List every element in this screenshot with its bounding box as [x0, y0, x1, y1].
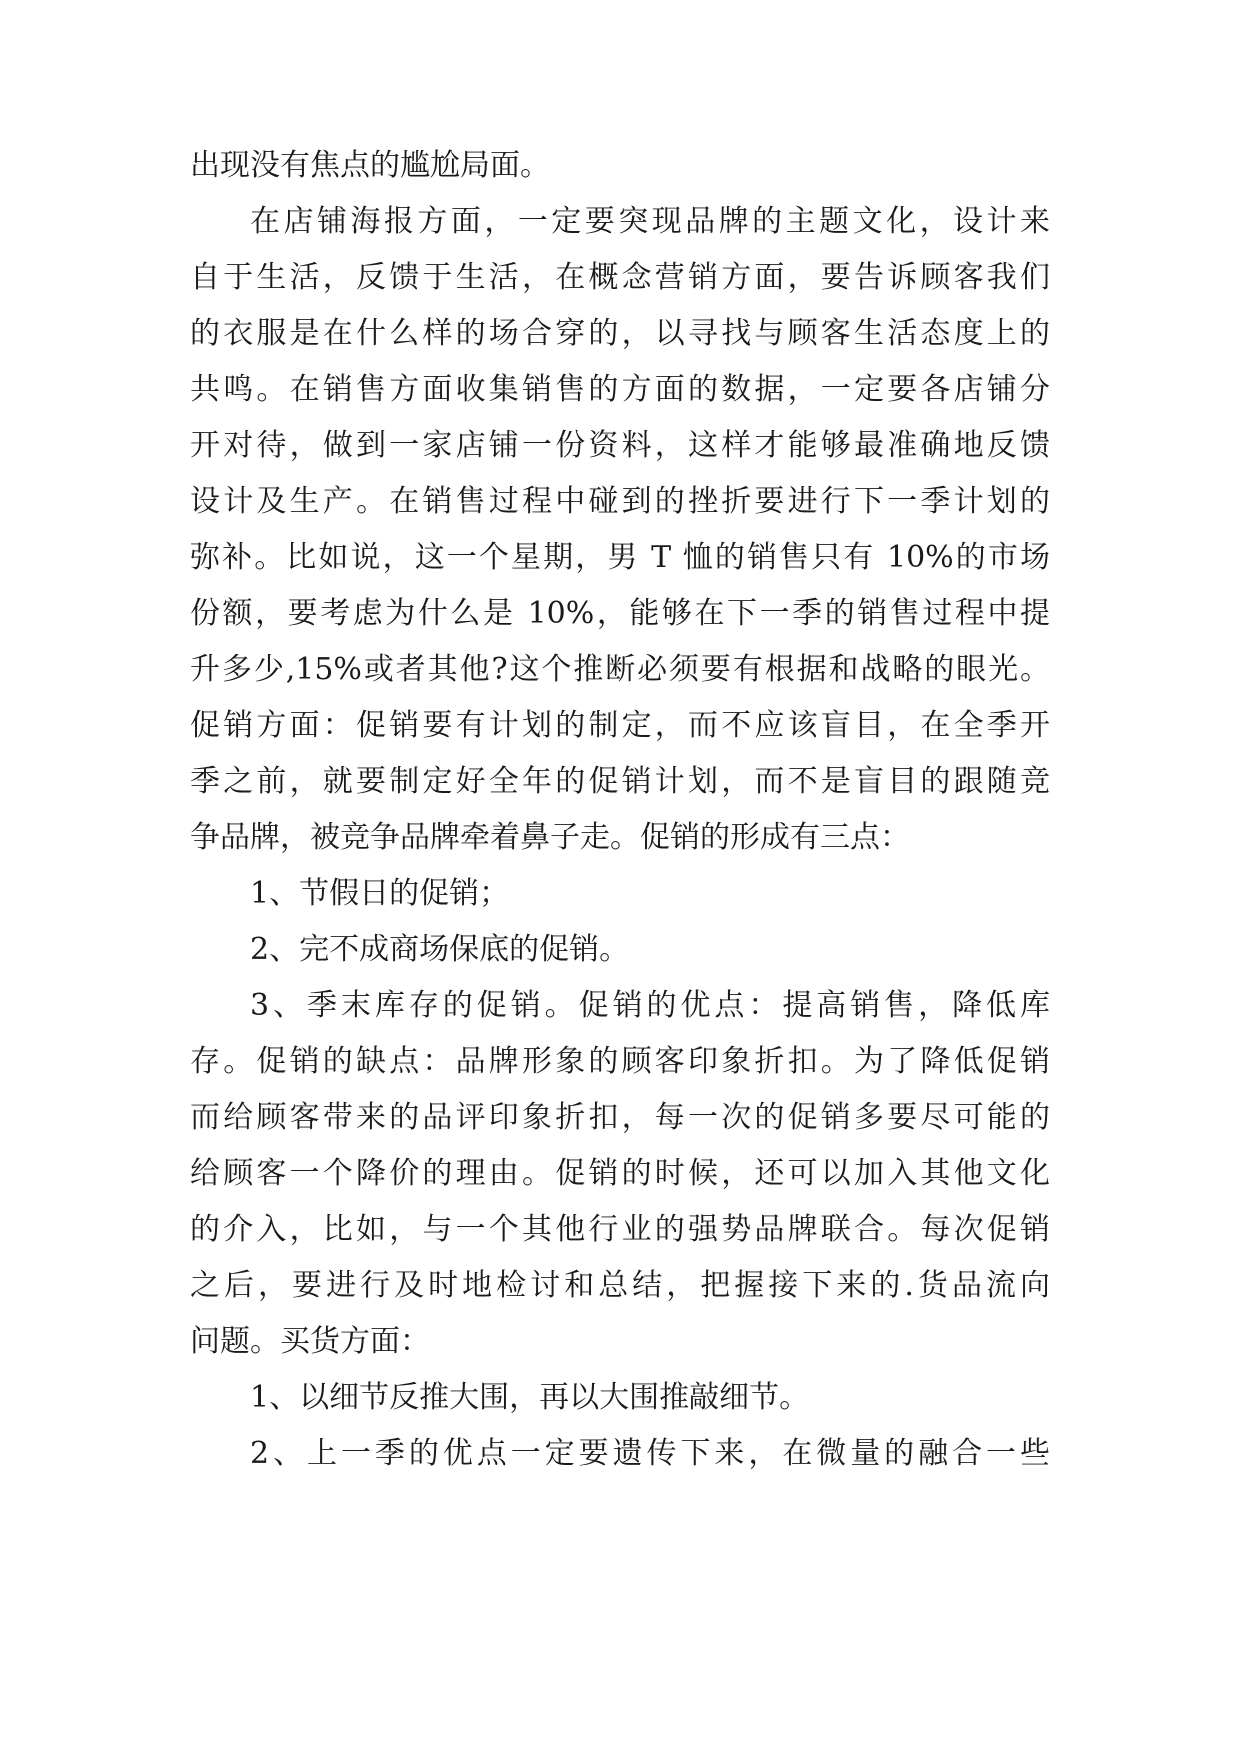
text-line: 弥补。比如说，这一个星期，男 T 恤的销售只有 10%的市场: [190, 540, 1050, 575]
text-line: 份额，要考虑为什么是 10%，能够在下一季的销售过程中提: [190, 596, 1050, 631]
text-line: 共鸣。在销售方面收集销售的方面的数据，一定要各店铺分: [190, 372, 1050, 407]
list-item: 2、上一季的优点一定要遗传下来，在微量的融合一些: [250, 1436, 1050, 1471]
text-line: 给顾客一个降价的理由。促销的时候，还可以加入其他文化: [190, 1156, 1050, 1191]
text-line: 自于生活，反馈于生活，在概念营销方面，要告诉顾客我们: [190, 260, 1050, 295]
text-line: 季之前，就要制定好全年的促销计划，而不是盲目的跟随竞: [190, 764, 1050, 799]
text-line: 开对待，做到一家店铺一份资料，这样才能够最准确地反馈: [190, 428, 1050, 463]
list-item: 1、以细节反推大围，再以大围推敲细节。: [250, 1380, 810, 1415]
list-item: 3、季末库存的促销。促销的优点：提高销售，降低库: [250, 988, 1050, 1023]
text-line: 升多少,15%或者其他?这个推断必须要有根据和战略的眼光。: [190, 652, 1050, 687]
list-item: 1、节假日的促销；: [250, 876, 510, 911]
text-line: 的衣服是在什么样的场合穿的，以寻找与顾客生活态度上的: [190, 316, 1050, 351]
text-line: 之后，要进行及时地检讨和总结，把握接下来的.货品流向: [190, 1268, 1050, 1303]
text-line: 的介入，比如，与一个其他行业的强势品牌联合。每次促销: [190, 1212, 1050, 1247]
text-line: 争品牌，被竞争品牌牵着鼻子走。促销的形成有三点：: [190, 820, 910, 855]
text-line: 问题。买货方面：: [190, 1324, 430, 1359]
list-item: 2、完不成商场保底的促销。: [250, 932, 630, 967]
text-line: 在店铺海报方面，一定要突现品牌的主题文化，设计来: [250, 204, 1050, 239]
text-line: 促销方面：促销要有计划的制定，而不应该盲目，在全季开: [190, 708, 1050, 743]
text-line: 存。促销的缺点：品牌形象的顾客印象折扣。为了降低促销: [190, 1044, 1050, 1079]
text-line: 出现没有焦点的尴尬局面。: [190, 148, 550, 183]
text-line: 而给顾客带来的品评印象折扣，每一次的促销多要尽可能的: [190, 1100, 1050, 1135]
text-line: 设计及生产。在销售过程中碰到的挫折要进行下一季计划的: [190, 484, 1050, 519]
